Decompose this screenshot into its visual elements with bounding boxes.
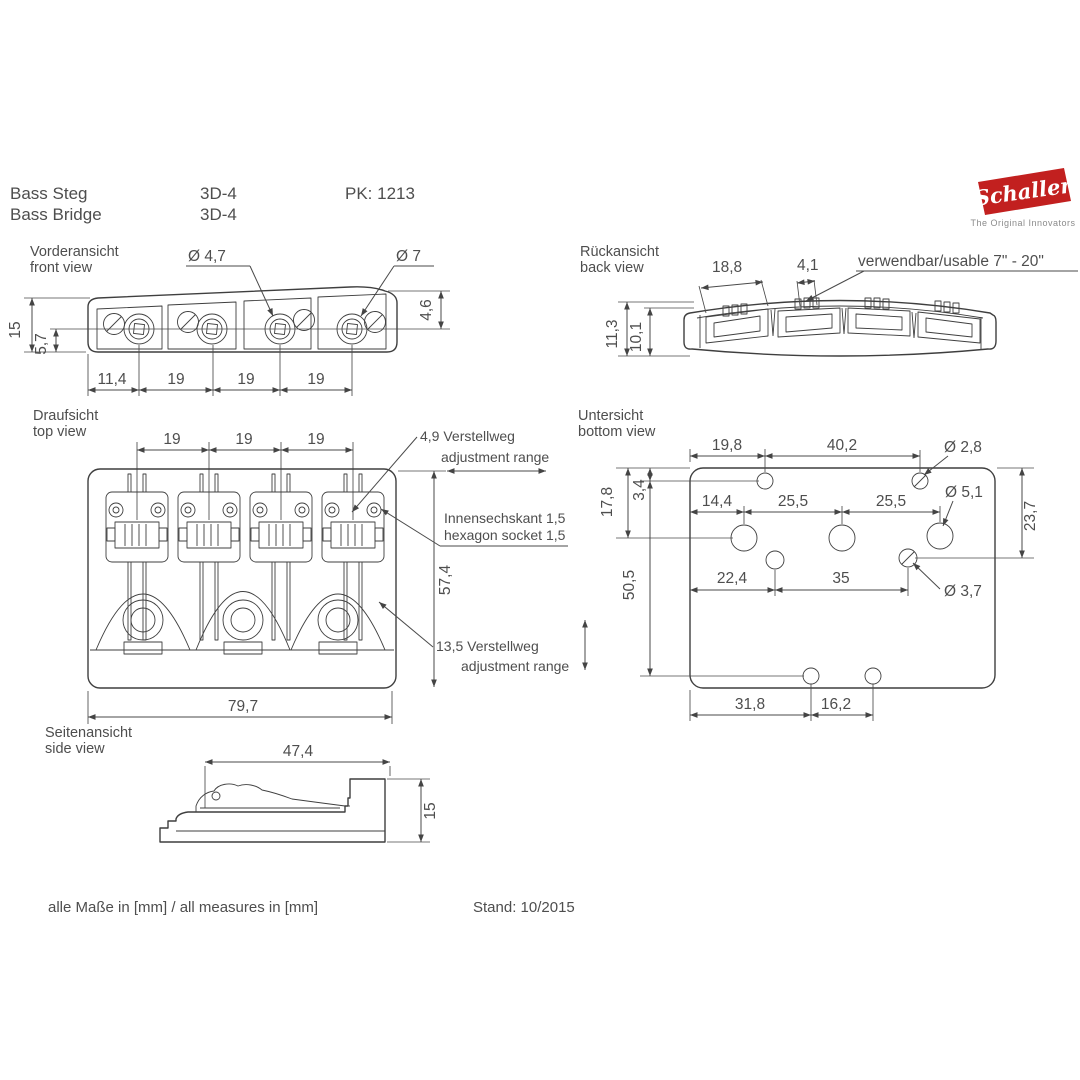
model-number: 3D-4	[200, 184, 237, 203]
dia-4-7-callout: Ø 4,7	[188, 248, 226, 265]
model-number: 3D-4	[200, 205, 237, 224]
ext-line	[761, 280, 768, 306]
top-view	[33, 408, 585, 724]
revision-date: Stand: 10/2015	[473, 899, 575, 916]
units-note: alle Maße in [mm] / all measures in [mm]	[48, 899, 319, 916]
adjustment-13-5-label: 13,5 Verstellweg	[436, 638, 539, 654]
saddle-assemblies	[106, 474, 384, 640]
dim-50-5: 50,5	[621, 569, 638, 601]
dim-25-5: 25,5	[875, 493, 907, 510]
logo-tagline: The Original Innovators	[970, 218, 1076, 228]
dim-22-4: 22,4	[716, 570, 748, 587]
dia-5-1-callout: Ø 5,1	[945, 484, 983, 501]
hex-socket-label-en: hexagon socket 1,5	[444, 527, 566, 543]
dia-2-8-callout: Ø 2,8	[944, 439, 982, 456]
back-view-label-en: back view	[580, 260, 644, 276]
back-view	[580, 244, 1078, 356]
string-anchor-rings	[123, 600, 358, 654]
dia-3-7-callout: Ø 3,7	[944, 583, 982, 600]
dim-3-4: 3,4	[631, 479, 648, 501]
dim-19: 19	[235, 431, 253, 448]
front-view-label-de: Vorderansicht	[30, 244, 119, 260]
dim-79-7: 79,7	[227, 698, 259, 715]
ext-line	[699, 286, 706, 313]
leader-line	[913, 563, 940, 589]
back-view-label-de: Rückansicht	[580, 244, 659, 260]
leader-line	[381, 509, 440, 546]
bottom-view-label-de: Untersicht	[578, 408, 644, 424]
dim-line-18-8	[701, 282, 763, 288]
dim-23-7: 23,7	[1022, 500, 1039, 532]
side-view-label-de: Seitenansicht	[45, 725, 133, 741]
adjustment-4-9-label: 4,9 Verstellweg	[420, 428, 515, 444]
product-name-en: Bass Bridge	[10, 205, 102, 224]
adjustment-13-5-label2: adjustment range	[461, 658, 570, 674]
dim-line-4-1	[797, 281, 815, 283]
front-view	[7, 244, 450, 396]
dim-35: 35	[832, 570, 850, 587]
usable-radius-note: verwendbar/usable 7" - 20"	[858, 253, 1044, 270]
footer-notes	[48, 899, 575, 916]
dim-5-7: 5,7	[33, 333, 50, 355]
dim-17-8: 17,8	[599, 486, 616, 518]
title-block	[10, 184, 415, 224]
top-view-label-de: Draufsicht	[33, 408, 99, 424]
side-view-label-en: side view	[45, 741, 105, 757]
back-saddle-blocks	[706, 298, 980, 343]
dia-7-callout: Ø 7	[396, 248, 421, 265]
dim-19: 19	[307, 431, 325, 448]
dim-15: 15	[422, 802, 439, 820]
dim-19: 19	[163, 431, 181, 448]
dim-19: 19	[237, 371, 255, 388]
dim-14-4: 14,4	[701, 493, 733, 510]
dim-11-3: 11,3	[604, 319, 621, 349]
dim-11-4: 11,4	[97, 371, 127, 388]
dim-47-4: 47,4	[282, 743, 314, 760]
ext-line	[797, 281, 800, 306]
dim-57-4: 57,4	[437, 564, 454, 596]
dim-16-2: 16,2	[820, 696, 852, 713]
dim-40-2: 40,2	[826, 437, 858, 454]
adjustment-4-9-label2: adjustment range	[441, 449, 550, 465]
top-body-outline	[88, 469, 396, 688]
side-profile-outline	[160, 779, 385, 842]
dim-19: 19	[167, 371, 185, 388]
leader-line	[379, 602, 433, 647]
logo-brand-text: Schaller	[973, 172, 1073, 211]
dim-19-8: 19,8	[711, 437, 743, 454]
dim-31-8: 31,8	[734, 696, 766, 713]
leader-line	[943, 501, 953, 526]
dim-4-6: 4,6	[418, 299, 435, 321]
pk-number: PK: 1213	[345, 184, 415, 203]
front-saddle-screws	[104, 310, 386, 345]
bottom-view-label-en: bottom view	[578, 424, 656, 440]
ext-lines-top	[137, 442, 353, 520]
schaller-logo	[970, 168, 1075, 228]
dim-18-8: 18,8	[712, 259, 743, 276]
saddle-roller	[212, 792, 220, 800]
dim-25-5: 25,5	[777, 493, 809, 510]
ext-lines-row2	[744, 506, 940, 524]
top-view-label-en: top view	[33, 424, 87, 440]
front-view-label-en: front view	[30, 260, 93, 276]
product-name-de: Bass Steg	[10, 184, 88, 203]
dim-10-1: 10,1	[628, 321, 645, 353]
dim-15: 15	[7, 321, 24, 339]
hex-socket-label-de: Innensechskant 1,5	[444, 510, 566, 526]
bottom-view	[578, 408, 1039, 721]
dim-19: 19	[307, 371, 325, 388]
leader-line	[924, 456, 948, 475]
dim-4-1: 4,1	[797, 257, 819, 274]
side-view	[45, 725, 439, 842]
